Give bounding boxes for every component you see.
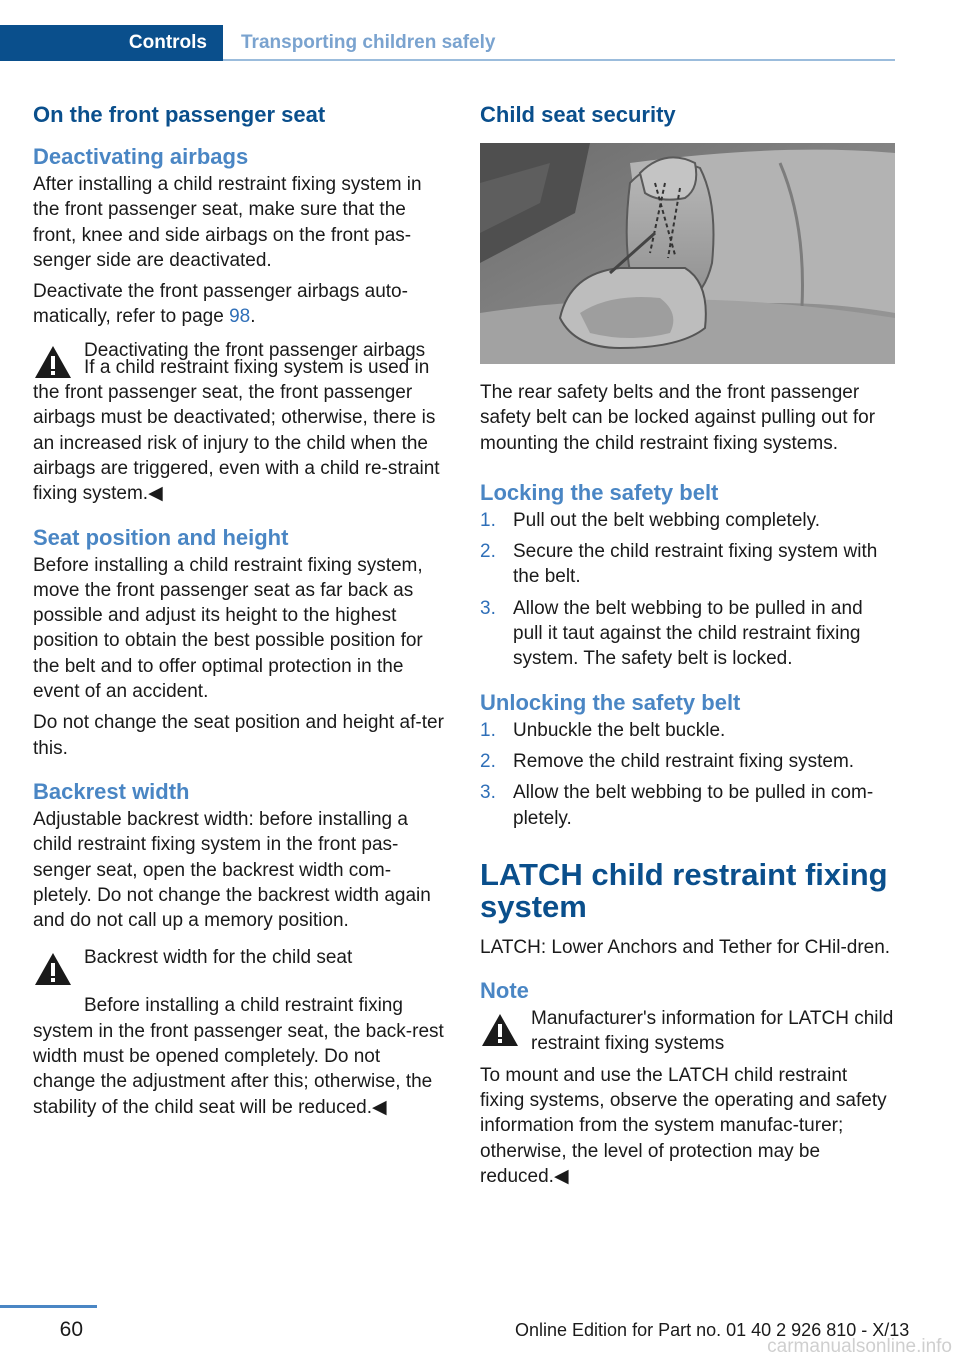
list-item: 1. Unbuckle the belt buckle. [480, 719, 726, 741]
paragraph-seat-position: Before installing a child restraint fixing system, move the front passenger seat as far back as possible and adjust its height to the highest position to obtain the best possible position for the belt and to offer optimal protection in the event of an accident. [33, 554, 423, 703]
list-item: 3. Allow the belt webbing to be pulled in and pull it taut against the child restraint fixing system. The safety belt is locked. [480, 597, 863, 670]
page-number: 60 [59, 1318, 83, 1341]
warning-title-backrest: Backrest width for the child seat [84, 947, 353, 969]
warning-block-latch [480, 1006, 894, 1189]
paragraph-after-installing: After installing a child restraint fixing system in the front passenger seat, make sure that the front, knee and side airbags on the front pas‐senger side are deactivated. [33, 174, 422, 271]
section-tab[interactable]: Controls [0, 25, 223, 61]
warning-triangle-icon [33, 951, 73, 987]
unlocking-steps-list [480, 718, 894, 831]
child-seat-photo [480, 143, 895, 364]
heading-deactivating-airbags: Deactivating airbags [33, 144, 249, 169]
list-item: 2. Remove the child restraint fixing system. [480, 750, 855, 772]
right-column [480, 100, 894, 1189]
paragraph-deactivate-auto: Deactivate the front passenger airbags auto‐matically, refer to page 98. [33, 281, 408, 328]
heading-front-passenger-seat: On the front passenger seat [33, 102, 326, 127]
heading-seat-position: Seat position and height [33, 524, 289, 550]
left-column [33, 100, 447, 1120]
paragraph-rear-belts: The rear safety belts and the front passenger safety belt can be locked against pulling out for mounting the child restraint fixing systems. [480, 382, 876, 454]
header-rule [223, 59, 895, 61]
heading-note: Note [480, 978, 529, 1004]
list-item: 1. Pull out the belt webbing completely. [480, 509, 820, 531]
watermark: carmanualsonline.info [767, 1336, 952, 1357]
paragraph-backrest-width: Adjustable backrest width: before installing a child restraint fixing system in the front pas‐senger seat, open the backrest width com‐pletely. Do not change the backrest width again and do not call up a memory position. [33, 808, 431, 932]
warning-body-airbags: If a child restraint fixing system is used in the front passenger seat, the front passenger airbags must be deactivated; otherwise, there is an increased risk of injury to the child when the airbags are triggered, even with a child re‐straint fixing system.◀ [33, 356, 440, 505]
footer-rule [0, 1305, 97, 1308]
warning-title-airbags: Deactivating the front passenger airbags [84, 339, 426, 361]
heading-latch-system: LATCH child restraint fixing system [480, 856, 888, 924]
warning-body-latch: To mount and use the LATCH child restraint fixing systems, observe the operating and safety information from the system manufac‐turer; otherwise, the level of protection may be reduced.◀ [480, 1064, 887, 1187]
warning-body-backrest: Before installing a child restraint fixing system in the front passenger seat, the back‐rest width must be opened completely. Do not change the adjustment after this; otherwise, the stability of the child seat will be reduced.◀ [33, 995, 444, 1118]
warning-triangle-icon [33, 344, 73, 380]
paragraph-latch-definition: LATCH: Lower Anchors and Tether for CHil‐dren. [480, 936, 891, 958]
warning-title-latch: Manufacturer's information for LATCH child restraint fixing systems [531, 1008, 894, 1055]
heading-unlocking-belt: Unlocking the safety belt [480, 689, 741, 715]
page-reference-link[interactable]: 98 [229, 306, 251, 328]
chapter-title[interactable]: Transporting children safely [241, 32, 496, 53]
list-item: 2. Secure the child restraint fixing system with the belt. [480, 541, 878, 588]
warning-block-airbags [33, 338, 447, 507]
warning-triangle-icon [480, 1012, 520, 1048]
warning-block-backrest [33, 945, 447, 1119]
heading-backrest-width: Backrest width [33, 778, 190, 804]
paragraph-no-change: Do not change the seat position and height af‐ter this. [33, 712, 444, 759]
heading-locking-belt: Locking the safety belt [480, 479, 719, 505]
heading-child-seat-security: Child seat security [480, 102, 676, 127]
edition-note: Online Edition for Part no. 01 40 2 926 810 - X/13 [515, 1320, 910, 1340]
list-item: 3. Allow the belt webbing to be pulled in com‐pletely. [480, 782, 874, 829]
page-header [0, 25, 895, 61]
locking-steps-list [480, 508, 894, 672]
